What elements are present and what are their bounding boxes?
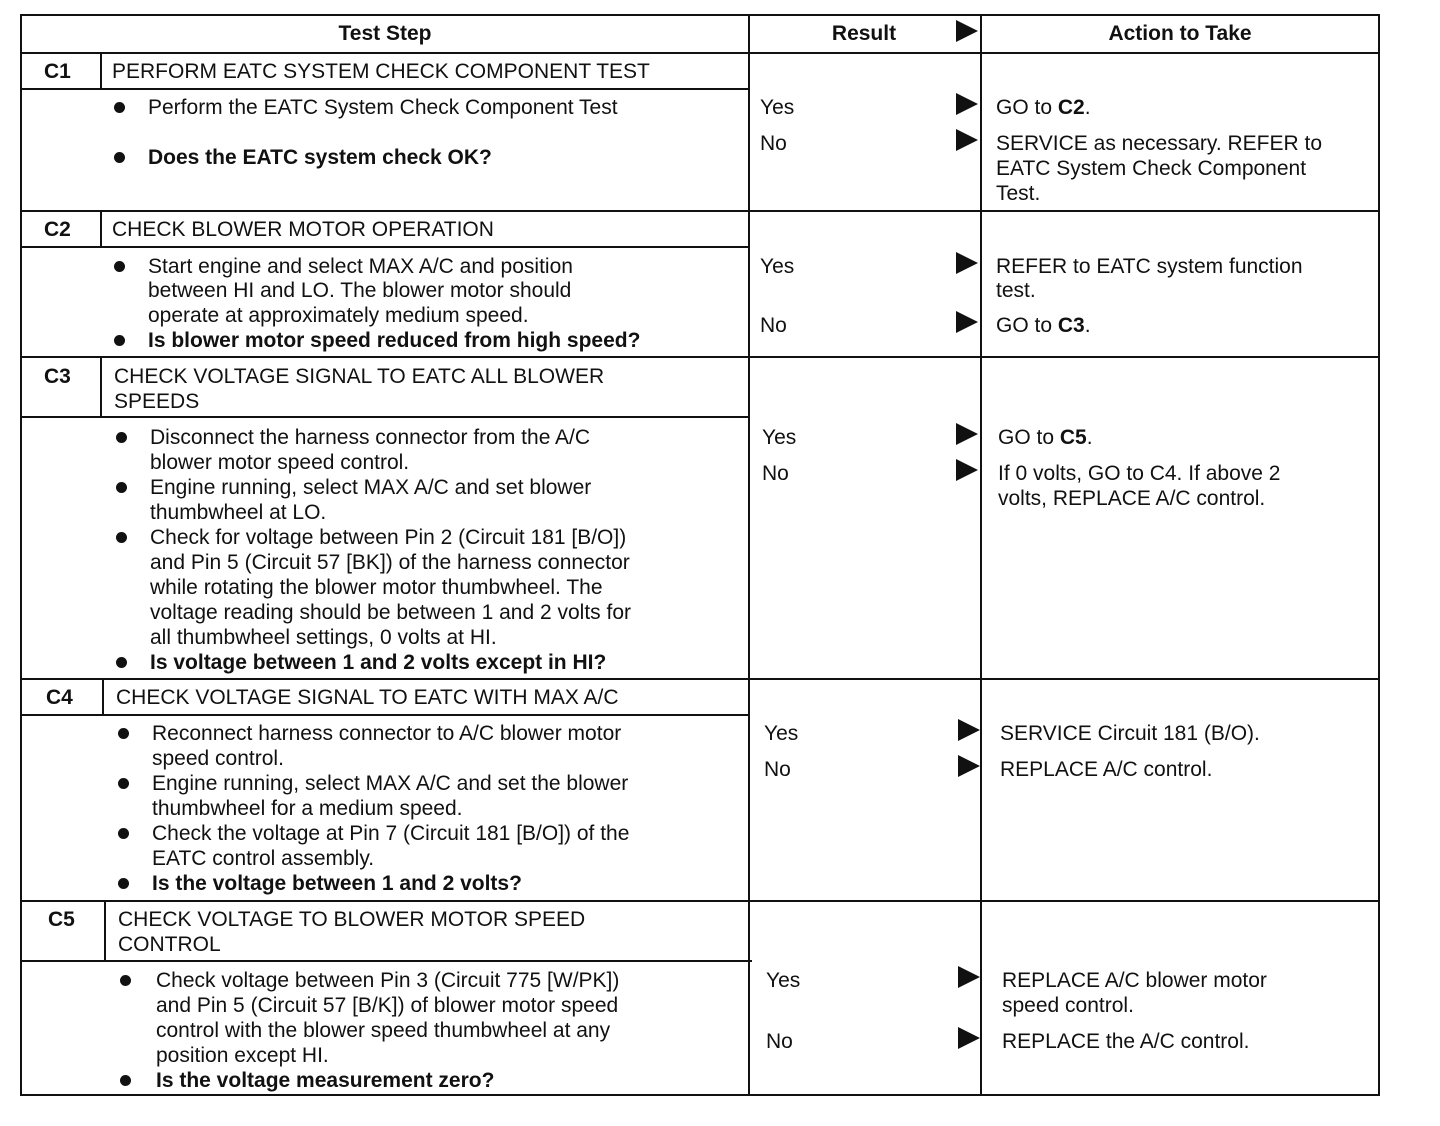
step-instruction: thumbwheel for a medium speed. xyxy=(152,797,463,820)
result-no: No xyxy=(760,132,787,155)
step-instruction: speed control. xyxy=(152,747,284,770)
step-title: CONTROL xyxy=(118,933,221,956)
action-yes: GO to C2. xyxy=(996,96,1091,119)
bullet-icon xyxy=(118,778,129,789)
step-instruction: operate at approximately medium speed. xyxy=(148,304,529,327)
step-instruction: EATC control assembly. xyxy=(152,847,375,870)
result-no: No xyxy=(764,758,791,781)
action-yes: speed control. xyxy=(1002,994,1134,1017)
step-question: Is voltage between 1 and 2 volts except in HI? xyxy=(150,651,607,674)
step-instruction: voltage reading should be between 1 and 2 volts for xyxy=(150,601,632,624)
bullet-icon xyxy=(114,335,125,346)
step-instruction: and Pin 5 (Circuit 57 [BK]) of the harness connector xyxy=(150,551,630,574)
arrow-icon xyxy=(958,755,980,777)
header-divider xyxy=(22,52,1378,54)
step-title: CHECK VOLTAGE SIGNAL TO EATC ALL BLOWER xyxy=(114,365,605,388)
arrow-icon xyxy=(958,966,980,988)
bullet-icon xyxy=(118,828,129,839)
title-divider xyxy=(22,416,750,418)
bullet-icon xyxy=(114,261,125,272)
arrow-icon xyxy=(956,311,978,333)
bullet-icon xyxy=(120,975,131,986)
step-instruction: Disconnect the harness connector from the A/C xyxy=(150,426,591,449)
step-id: C5 xyxy=(48,908,75,931)
action-yes: GO to C5. xyxy=(998,426,1093,449)
row-divider xyxy=(22,210,1378,212)
title-divider xyxy=(22,246,750,248)
step-instruction: Perform the EATC System Check Component Test xyxy=(148,96,618,119)
step-question: Is the voltage between 1 and 2 volts? xyxy=(152,872,522,895)
step-id: C4 xyxy=(46,686,73,709)
step-title: CHECK VOLTAGE SIGNAL TO EATC WITH MAX A/C xyxy=(116,686,619,709)
result-yes: Yes xyxy=(762,426,797,449)
bullet-icon xyxy=(116,482,127,493)
result-yes: Yes xyxy=(760,96,795,119)
step-instruction: while rotating the blower motor thumbwheel. The xyxy=(150,576,603,599)
step-instruction: control with the blower speed thumbwheel at any xyxy=(156,1019,611,1042)
bullet-icon xyxy=(114,152,125,163)
action-no: SERVICE as necessary. REFER to xyxy=(996,132,1323,155)
result-yes: Yes xyxy=(766,969,801,992)
bullet-icon xyxy=(118,728,129,739)
action-no: If 0 volts, GO to C4. If above 2 xyxy=(998,462,1281,485)
bullet-icon xyxy=(116,532,127,543)
test-step-table xyxy=(20,14,1380,1096)
arrow-icon xyxy=(956,129,978,151)
step-instruction: Reconnect harness connector to A/C blower motor xyxy=(152,722,622,745)
step-instruction: Check the voltage at Pin 7 (Circuit 181 [B/O]) of the xyxy=(152,822,630,845)
step-instruction: and Pin 5 (Circuit 57 [B/K]) of blower motor speed xyxy=(156,994,619,1017)
bullet-icon xyxy=(116,432,127,443)
action-no: REPLACE A/C control. xyxy=(1000,758,1213,781)
id-divider xyxy=(102,680,104,714)
id-divider xyxy=(100,358,102,416)
bullet-icon xyxy=(116,657,127,668)
action-yes: REFER to EATC system function xyxy=(996,255,1303,278)
step-id: C3 xyxy=(44,365,71,388)
step-id: C2 xyxy=(44,218,71,241)
step-instruction: Check voltage between Pin 3 (Circuit 775 [W/PK]) xyxy=(156,969,620,992)
action-yes: SERVICE Circuit 181 (B/O). xyxy=(1000,722,1260,745)
action-no: GO to C3. xyxy=(996,314,1091,337)
title-divider xyxy=(22,88,750,90)
step-title: SPEEDS xyxy=(114,390,200,413)
title-divider xyxy=(22,714,750,716)
arrow-icon xyxy=(956,459,978,481)
step-instruction: Engine running, select MAX A/C and set the blower xyxy=(152,772,629,795)
step-title: PERFORM EATC SYSTEM CHECK COMPONENT TEST xyxy=(112,60,650,83)
id-divider xyxy=(104,902,106,960)
step-instruction: Engine running, select MAX A/C and set blower xyxy=(150,476,592,499)
result-no: No xyxy=(766,1030,793,1053)
result-yes: Yes xyxy=(760,255,795,278)
result-yes: Yes xyxy=(764,722,799,745)
step-question: Is blower motor speed reduced from high speed? xyxy=(148,329,641,352)
header-test-step: Test Step xyxy=(338,22,432,45)
header-arrow-icon xyxy=(956,20,978,42)
step-instruction: Check for voltage between Pin 2 (Circuit 181 [B/O]) xyxy=(150,526,627,549)
step-title: CHECK BLOWER MOTOR OPERATION xyxy=(112,218,494,241)
action-yes: test. xyxy=(996,279,1036,302)
arrow-icon xyxy=(956,252,978,274)
row-divider xyxy=(22,356,1378,358)
step-id: C1 xyxy=(44,60,71,83)
header-result: Result xyxy=(831,22,897,45)
action-no: REPLACE the A/C control. xyxy=(1002,1030,1250,1053)
step-question: Is the voltage measurement zero? xyxy=(156,1069,495,1092)
step-instruction: Start engine and select MAX A/C and position xyxy=(148,255,573,278)
result-no: No xyxy=(760,314,787,337)
action-no: volts, REPLACE A/C control. xyxy=(998,487,1266,510)
arrow-icon xyxy=(956,423,978,445)
arrow-icon xyxy=(958,1027,980,1049)
step-instruction: all thumbwheel settings, 0 volts at HI. xyxy=(150,626,497,649)
action-yes: REPLACE A/C blower motor xyxy=(1002,969,1267,992)
step-instruction: thumbwheel at LO. xyxy=(150,501,327,524)
id-divider xyxy=(100,54,102,88)
column-divider-result xyxy=(748,16,750,1094)
header-action: Action to Take xyxy=(1108,22,1252,45)
step-instruction: position except HI. xyxy=(156,1044,329,1067)
result-no: No xyxy=(762,462,789,485)
action-no: Test. xyxy=(996,182,1041,205)
step-instruction: blower motor speed control. xyxy=(150,451,410,474)
bullet-icon xyxy=(120,1075,131,1086)
title-divider xyxy=(22,960,752,962)
bullet-icon xyxy=(114,102,125,113)
action-no: EATC System Check Component xyxy=(996,157,1307,180)
arrow-icon xyxy=(958,719,980,741)
step-instruction: between HI and LO. The blower motor should xyxy=(148,279,572,302)
bullet-icon xyxy=(118,878,129,889)
column-divider-action xyxy=(980,16,982,1094)
step-title: CHECK VOLTAGE TO BLOWER MOTOR SPEED xyxy=(118,908,586,931)
row-divider xyxy=(22,900,1378,902)
arrow-icon xyxy=(956,93,978,115)
row-divider xyxy=(22,678,1378,680)
step-question: Does the EATC system check OK? xyxy=(148,146,492,169)
id-divider xyxy=(100,212,102,246)
